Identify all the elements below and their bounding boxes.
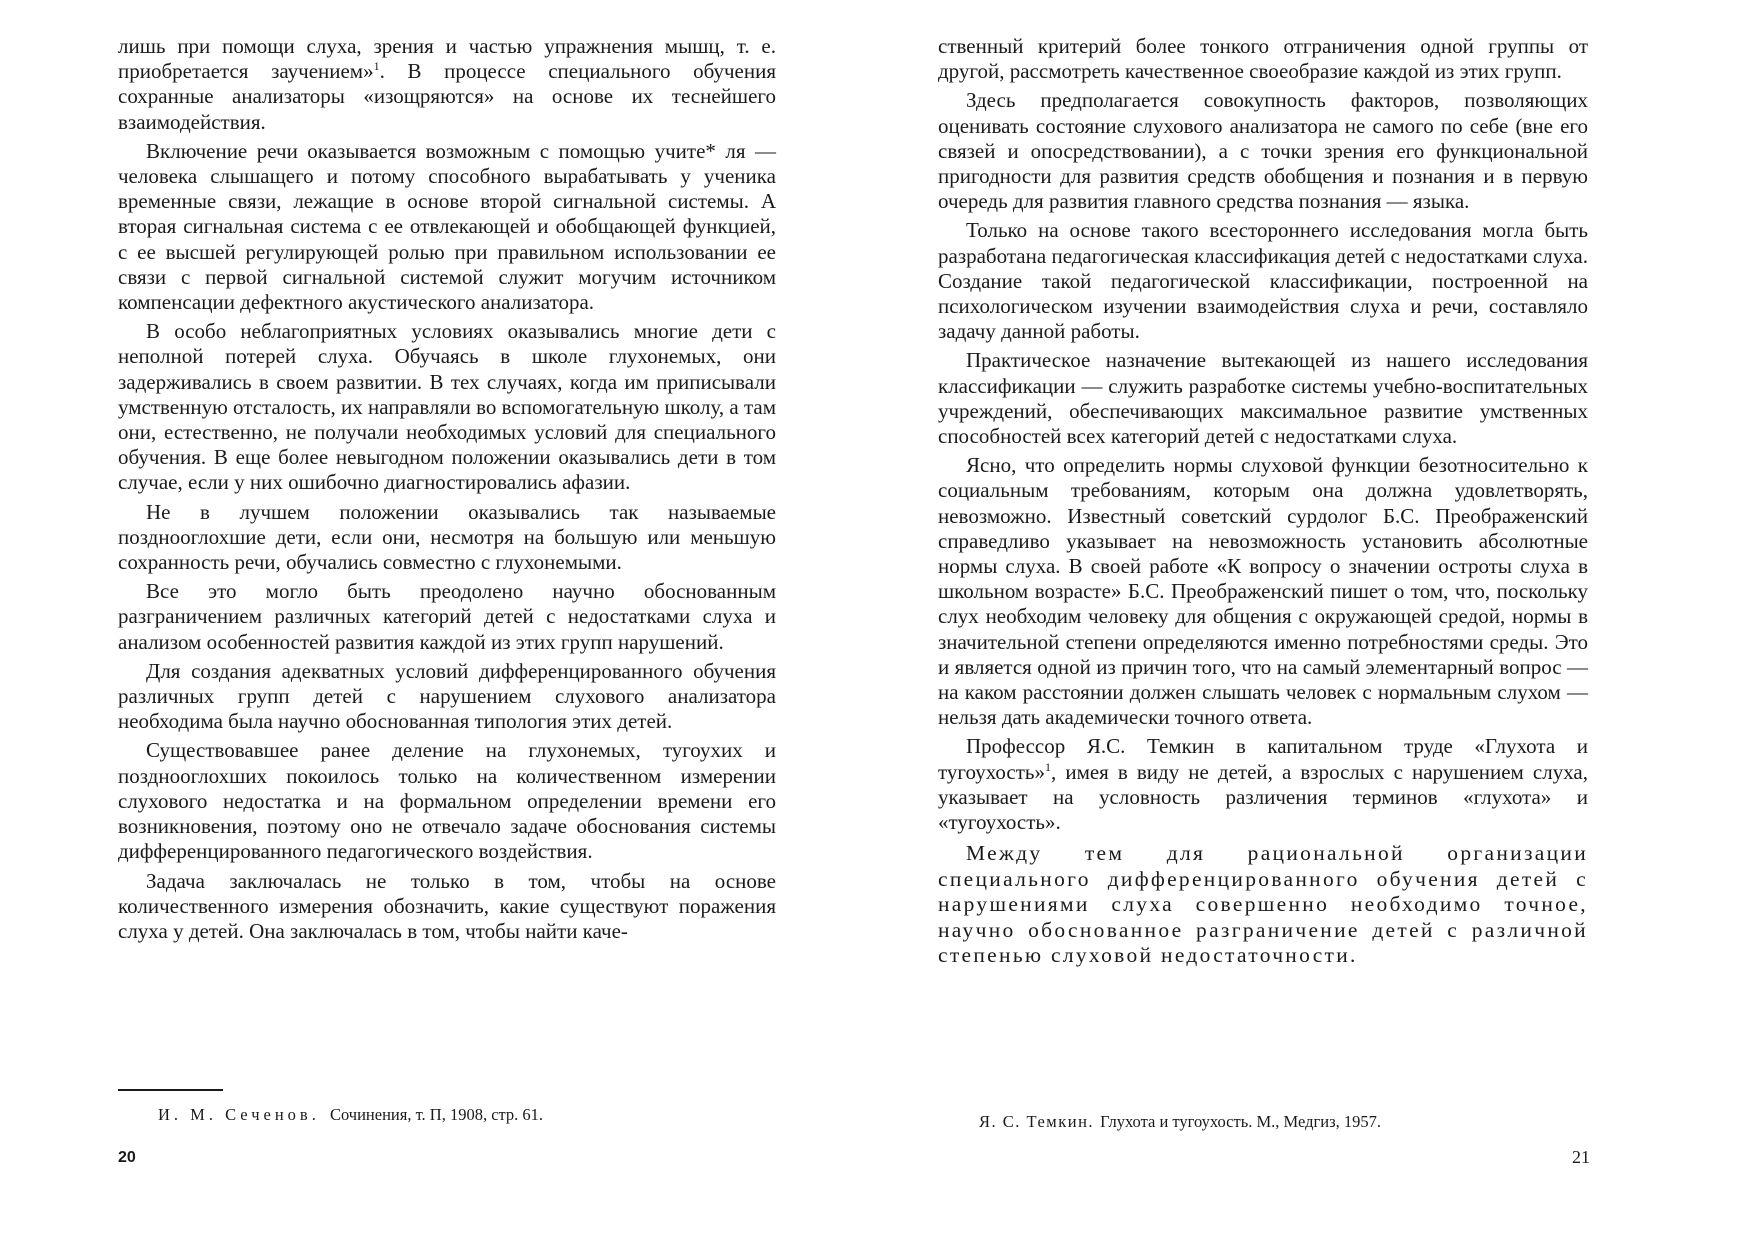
paragraph: В особо неблагоприятных условиях оказывались многие дети с неполной потерей слуха. Обучаясь в школе глухонемых, они задерживались в своем развитии. В тех случаях, когда им приписывали умственную отсталость, их направляли во вспомогательную школу, а там они, естественно, не получали необходимых условий для специального обучения. В еще более невыгодном положении оказывались дети в том случае, если у них ошибочно диагностировались афазии. — [118, 319, 777, 495]
left-text-column — [118, 34, 776, 948]
paragraph: Профессор Я.С. Темкин в капитальном труде «Глухота и тугоухость»$^1$, имея в виду не детей, а взрослых с нарушением слуха, указывает на условность различения терминов «глухота» и «тугоухость». — [938, 734, 1588, 835]
paragraph: Включение речи оказывается возможным с помощью учите* ля — человека слышащего и потому способного вырабатывать у ученика временные связи, лежащие в основе второй сигнальной системы. А вторая сигнальная система с ее отвлекающей и обобщающей функцией, с ее высшей регулирующей ролью при правильном использовании ее связи с первой сигнальной системой служит могучим источником компенсации дефектного акустического анализатора. — [118, 138, 776, 315]
footnote-text: Сочинения, т. П, 1908, стр. 61. — [329, 1105, 544, 1124]
paragraph: Только на основе такого всестороннего исследования могла быть разработана педагогическая классификация детей с недостатками слуха. Создание такой педагогической классификации, построенной на психологическом изучении взаимодействия слуха и речи, составляло задачу данной работы. — [938, 218, 1588, 344]
footnote-marker: 1 — [1045, 759, 1051, 774]
footnote-author: Я. С. Темкин. — [979, 1112, 1095, 1131]
footnote-author: И. М. Сеченов. — [158, 1105, 320, 1124]
page-number: 20 — [118, 1149, 136, 1166]
paragraph: Практическое назначение вытекающей из нашего исследования классификации — служить разработке системы учебно-воспитательных учреждений, обеспечивающих максимальное развитие умственных способностей всех категорий детей с недостатками слуха. — [938, 348, 1588, 449]
footnote-text: Глухота и тугоухость. М., Медгиз, 1957. — [1100, 1112, 1381, 1131]
right-page — [876, 0, 1753, 1241]
footnote — [158, 1105, 543, 1125]
paragraph: Задача заключалась не только в том, чтобы на основе количественного измерения обозначить, какие существуют поражения слуха у детей. Она заключалась в том, чтобы найти каче- — [118, 868, 776, 943]
paragraph: лишь при помощи слуха, зрения и частью упражнения мышц, т. е. приобретается заучением»$^1$. В процессе специального обучения сохранные анализаторы «изощряются» на основе их теснейшего взаимодействия. — [118, 34, 776, 134]
right-text-column — [938, 34, 1588, 973]
footnote — [979, 1112, 1381, 1132]
paragraph: Существовавшее ранее деление на глухонемых, тугоухих и позднооглохших покоилось только на количественном измерении слухового недостатка и на формальном определении времени его возникновения, поэтому оно не отвечало задаче обоснования системы дифференцированного педагогического воздействия. — [118, 738, 776, 864]
paragraph: Ясно, что определить нормы слуховой функции безотносительно к социальным требованиям, которым она должна удовлетворять, невозможно. Известный советский сурдолог Б.С. Преображенский справедливо указывает на невозможность установить абсолютные нормы слуха. В своей работе «К вопросу о значении остроты слуха в школьном возрасте» Б.С. Преображенский пишет о том, что, поскольку слух необходим человеку для общения с окружающей средой, нормы в значительной степени определяются именно потребностями среды. Это и является одной из причин того, что на самый элементарный вопрос — на каком расстоянии должен слышать человек с нормальным слухом — нельзя дать академически точного ответа. — [938, 453, 1588, 730]
footnote-divider — [118, 1089, 223, 1091]
paragraph: Здесь предполагается совокупность факторов, позволяющих оценивать состояние слухового анализатора не самого по себе (вне его связей и опосредствовании), а с точки зрения его функциональной пригодности для развития средств обобщения и познания и в первую очередь для развития главного средства познания — языка. — [938, 88, 1588, 214]
footnote-marker: 1 — [373, 59, 380, 74]
page-number: 21 — [1572, 1147, 1590, 1167]
paragraph: Не в лучшем положении оказывались так называемые позднооглохшие дети, если они, несмотря на большую или меньшую сохранность речи, обучались совместно с глухонемыми. — [118, 499, 776, 575]
paragraph: Все это могло быть преодолено научно обоснованным разграничением различных категорий детей с недостатками слуха и анализом особенностей развития каждой из этих групп нарушений. — [118, 579, 776, 654]
paragraph: Для создания адекватных условий дифференцированного обучения различных групп детей с нарушением слухового анализатора необходима была научно обоснованная типология этих детей. — [118, 658, 776, 734]
paragraph: ственный критерий более тонкого отграничения одной группы от другой, рассмотреть качественное своеобразие каждой из этих групп. — [938, 34, 1588, 84]
paragraph-emphasized: Между тем для рациональной организации специального дифференцированного обучения детей с нарушениями слуха совершенно необходимо точное, научно обоснованное разграничение детей с различной степенью слуховой недостаточности. — [938, 841, 1588, 968]
left-page — [0, 0, 876, 1241]
